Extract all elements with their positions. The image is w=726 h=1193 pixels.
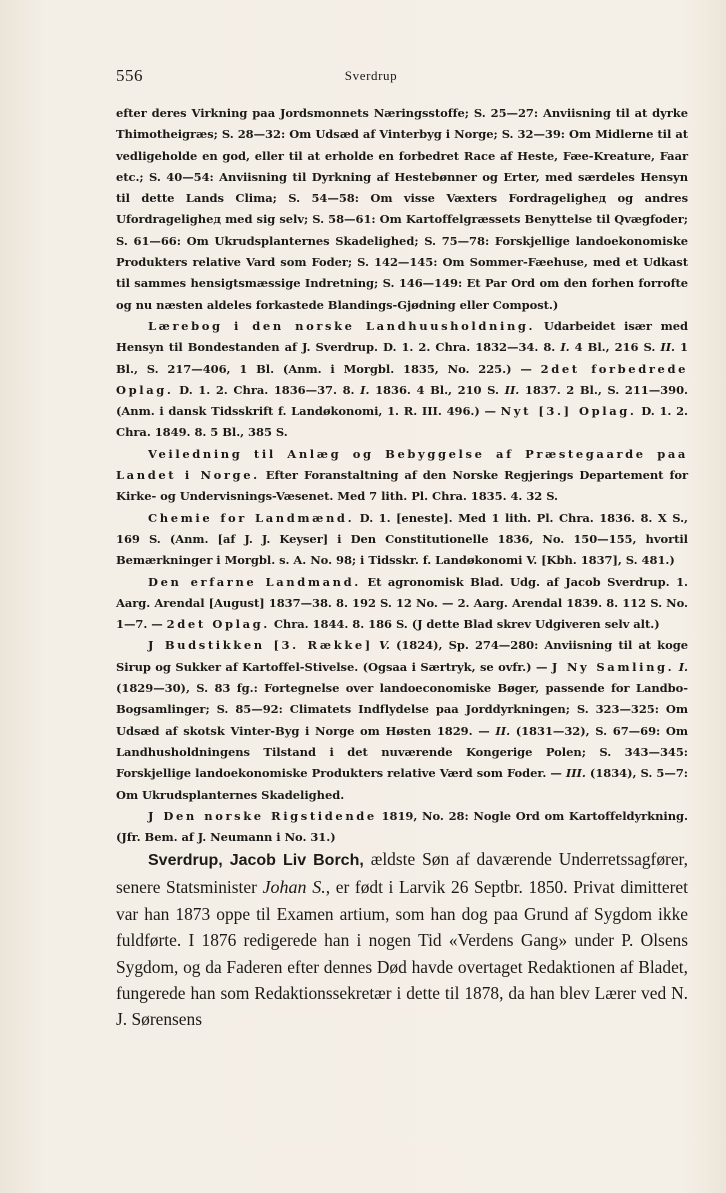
father-name: Johan S. (262, 877, 326, 898)
entry-laerebog: Lærebog i den norske Landhuusholdning. Udarbeidet især med Hensyn til Bondestanden af J. Sverdrup. D. 1. 2. Chra. 1832—34. 8. I. 4 Bl., 216 S. II. 1 Bl., S. 217—406, 1 Bl. (Anm. i Morgbl. 1835, No. 225.) — 2det forbedrede Oplag. D. 1. 2. Chra. 1836—37. 8. I. 1836. 4 Bl., 210 S. II. 1837. 2 Bl., S. 211—390. (Anm. i dansk Tidsskrift f. Landøkonomi, 1. R. III. 496.) — Nyt [3.] Oplag. D. 1. 2. Chra. 1849. 8. 5 Bl., 385 S. (116, 318, 688, 440)
biography-entry (116, 846, 688, 1033)
entry-subtitle: 2det Oplag. (166, 617, 270, 632)
entry-title: Chemie for Landmænd. (148, 510, 355, 525)
biography-paragraph: Sverdrup, Jacob Liv Borch, ældste Søn af daværende Underretssagfører, senere Statsminister Johan S., er født i Larvik 26 Septbr. 1850. Privat dimitteret var han 1873 oppe til Examen artium, som han dog paa Grund af Sygdom ikke fuldførte. I 1876 redigerede han i nogen Tid «Verdens Gang» under P. Olsens Sygdom, og da Faderen efter dennes Død havde overtaget Redaktionen af Bladet, fungerede han som Redaktionssekretær i dette til 1878, da han blev Lærer ved N. J. Sørensens (116, 849, 688, 1030)
entry-title: Den erfarne Landmand. (148, 574, 361, 589)
bibliography-text (116, 103, 688, 848)
person-name: Sverdrup, Jacob Liv Borch, (148, 852, 364, 869)
entry-subtitle: 2det forbedrede Oplag. (116, 361, 688, 397)
entry-rigstidende: J Den norske Rigstidende 1819, No. 28: Nogle Ord om Kartoffeldyrkning. (Jfr. Bem. af J. Neumann i No. 31.) (116, 808, 688, 845)
paragraph-continuation: efter deres Virkning paa Jordsmonnets Næringsstoffe; S. 25—27: Anviisning til at dyrke Thimotheigræs; S. 28—32: Om Udsæd af Vinterbyg i Norge; S. 32—39: Om Midlerne til at vedligeholde en god, eller til at erholde en forbedret Race af Heste, Fæe-Kreature, Faar etc.; S. 40—54: Anviisning til Dyrkning af Hestebønner og Erter, med særdeles Hensyn til dette Lands Clima; S. 54—58: Om visse Væxters Fordrageligheд og andres Ufordrageligheд med sig selv; S. 58—61: Om Kartoffelgræssets Benyttelse til Qvægfoder; S. 61—66: Om Ukrudsplanternes Skadelighed; S. 75—78: Forskjellige landoekonomiske Produkters relative Vard som Foder; S. 142—145: Om Sommer-Fæehuse, med et Udkast til sammes hensigtsmæssige Indretning; S. 146—149: Et Par Ord om den forhen forrofte og nu næsten aldeles forkastede Blandings-Gjødning eller Compost.) (116, 106, 688, 312)
entry-chemie: Chemie for Landmænd. D. 1. [eneste]. Med 1 lith. Pl. Chra. 1836. 8. X S., 169 S. (Anm. [af J. J. Keyser] i Den Constitutionelle 1836, No. 150—155, hvortil Bemærkninger i Morgbl. s. A. No. 98; i Tidsskr. f. Landøkonomi V. [Kbh. 1837], S. 481.) (116, 510, 688, 568)
entry-subtitle: J Ny Samling. (551, 659, 675, 674)
page-number: 556 (116, 66, 143, 85)
entry-title: J Budstikken [3. Række] (148, 638, 373, 653)
page-header (116, 66, 686, 90)
entry-title: J Den norske Rigstidende (148, 808, 377, 823)
entry-title: Veiledning til Anlæg og Bebyggelse af Præstegaarde paa Landet i Norge. (116, 446, 688, 483)
entry-landmand: Den erfarne Landmand. Et agronomisk Blad. Udg. af Jacob Sverdrup. 1. Aarg. Arendal [August] 1837—38. 8. 192 S. 12 No. — 2. Aarg. Arendal 1839. 8. 112 S. No. 1—7. — 2det Oplag. Chra. 1844. 8. 186 S. (J dette Blad skrev Udgiveren selv alt.) (116, 574, 688, 632)
entry-subtitle: Nyt [3.] Oplag. (500, 404, 637, 419)
entry-veiledning: Veiledning til Anlæg og Bebyggelse af Præstegaarde paa Landet i Norge. Efter Foranstaltning af den Norske Regjerings Departement for Kirke- og Undervisnings-Væsenet. Med 7 lith. Pl. Chra. 1835. 4. 32 S. (116, 446, 689, 504)
entry-title: Lærebog i den norske Landhuusholdning. (148, 318, 536, 333)
running-head: Sverdrup (344, 68, 398, 83)
entry-budstikken: J Budstikken [3. Række] V. (1824), Sp. 274—280: Anviisning til at koge Sirup og Sukker af Kartoffel-Stivelse. (Ogsaa i Særtryk, se ovfr.) — J Ny Samling. I. (1829—30), S. 83 fg.: Fortegnelse over landoeconomiske Bøger, passende for Landbo-Bogsamlinger; S. 85—92: Climatets Indflydelse paa Jorddyrkningen; S. 323—325: Om Udsæd af skotsk Vinter-Byg i Norge om Høsten 1829. — II. (1831—32), S. 67—69: Om Landhusholdningens Tilstand i det nuværende Kongerige Polen; S. 343—345: Forskjellige landoekonomiske Produkters relative Værd som Foder. — III. (1834), S. 5—7: Om Ukrudsplanternes Skadelighed. (116, 638, 688, 802)
